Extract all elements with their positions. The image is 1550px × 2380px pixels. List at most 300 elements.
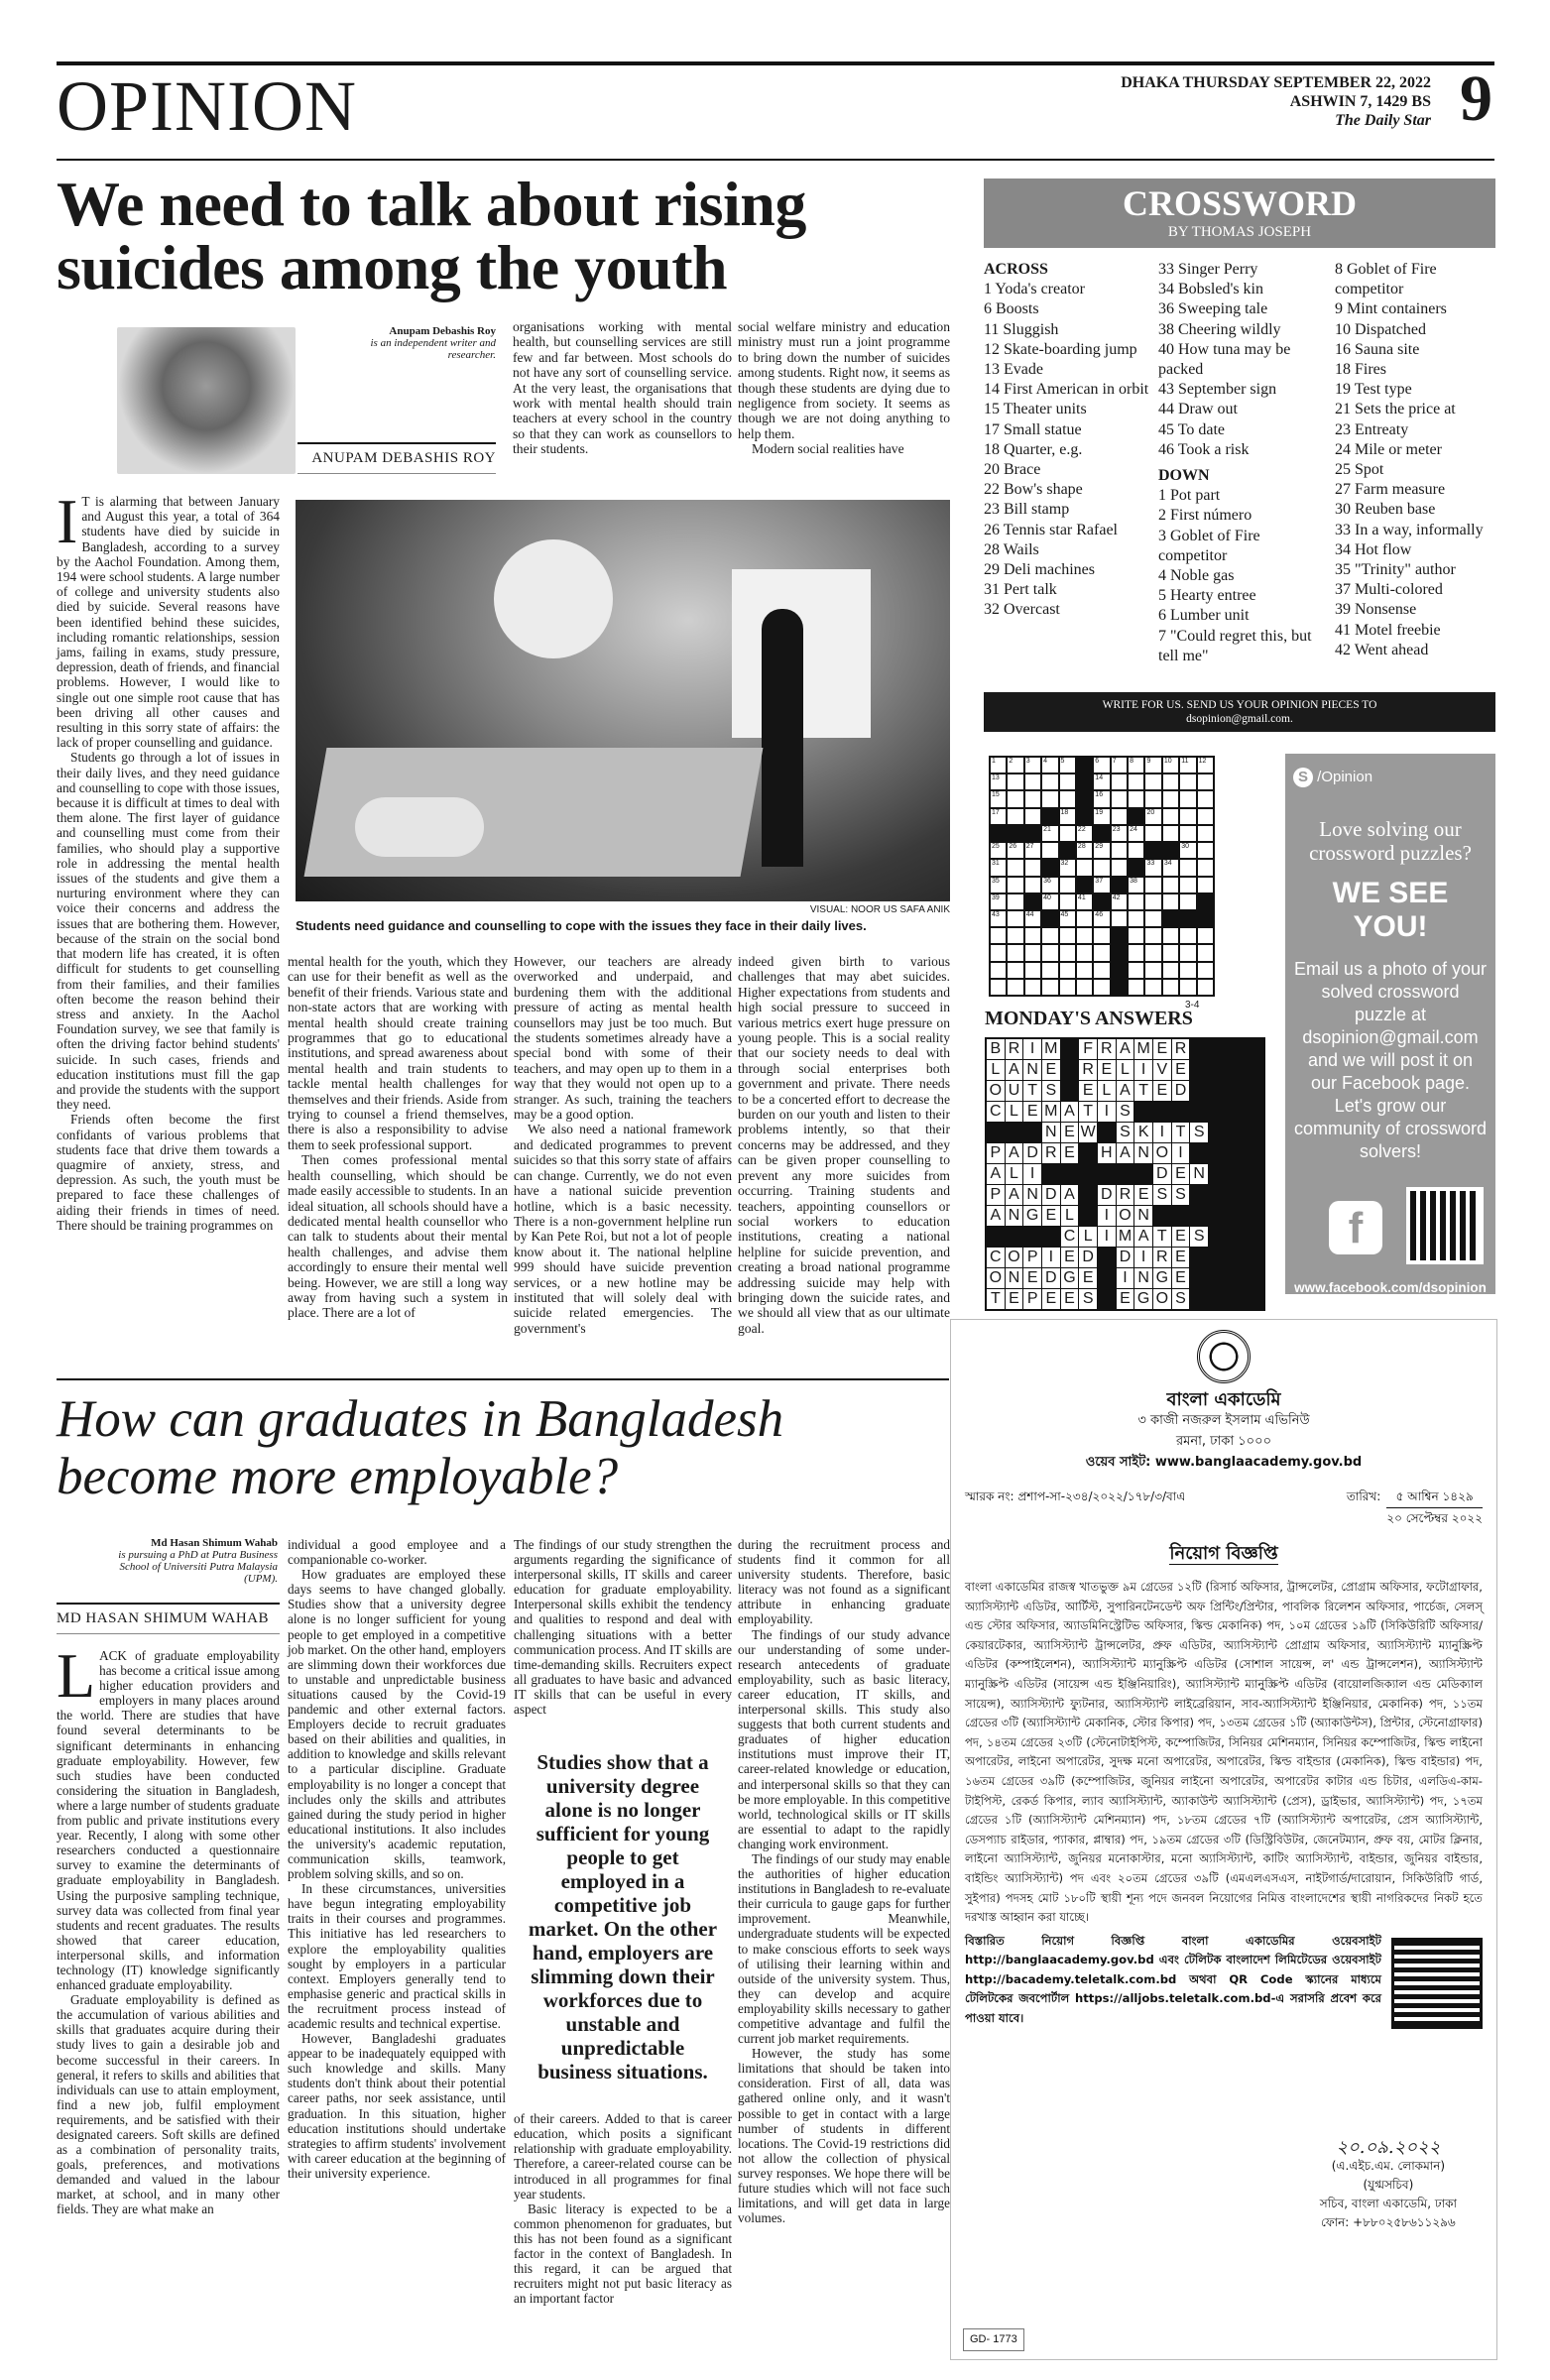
crossword-clue: 22 Bow's shape bbox=[984, 481, 1083, 499]
grid-cell[interactable] bbox=[1060, 911, 1075, 926]
crossword-clue: 11 Sluggish bbox=[984, 320, 1059, 338]
article2-column-b bbox=[288, 1537, 506, 2181]
answer-cell bbox=[1228, 1164, 1246, 1184]
grid-cell[interactable] bbox=[1163, 878, 1178, 892]
grid-cell[interactable] bbox=[1025, 774, 1040, 789]
grid-cell[interactable] bbox=[1060, 878, 1075, 892]
grid-cell[interactable] bbox=[1145, 911, 1160, 926]
answer-cell: H bbox=[1098, 1143, 1116, 1163]
advert-date2: ২০ সেপ্টেম্বর ২০২২ bbox=[1386, 1511, 1483, 1525]
grid-cell[interactable] bbox=[1198, 911, 1213, 926]
crossword-clue: 41 Motel freebie bbox=[1335, 621, 1441, 639]
answer-cell: A bbox=[1006, 1143, 1023, 1163]
article2-col-b3-text: In these circumstances, universities have begun integrating employability traits in their courses and programmes. This initiative has led researchers to explore the employability qualities sought by employers in a particular context. Employers generally tend to emphasise generic and practical skills in the recruitment process instead of academic results and technical expertise. bbox=[288, 1881, 506, 2031]
grid-cell[interactable] bbox=[1163, 860, 1178, 875]
grid-cell[interactable] bbox=[1060, 860, 1075, 875]
grid-cell[interactable] bbox=[1129, 809, 1143, 824]
grid-cell[interactable] bbox=[1008, 878, 1022, 892]
grid-cell[interactable] bbox=[1129, 826, 1143, 841]
grid-cell[interactable] bbox=[1042, 860, 1057, 875]
grid-cell[interactable] bbox=[1060, 791, 1075, 806]
answer-cell bbox=[1023, 1123, 1041, 1142]
article2-column-d bbox=[738, 1537, 950, 2225]
answer-cell: D bbox=[1042, 1268, 1060, 1288]
grid-cell[interactable] bbox=[1180, 980, 1195, 995]
grid-cell[interactable] bbox=[1042, 758, 1057, 773]
grid-cell[interactable] bbox=[1094, 911, 1109, 926]
crossword-clue: 1 Yoda's creator bbox=[984, 281, 1085, 298]
grid-cell[interactable] bbox=[1077, 758, 1092, 773]
grid-cell[interactable] bbox=[1145, 791, 1160, 806]
grid-cell[interactable] bbox=[1008, 791, 1022, 806]
grid-cell[interactable] bbox=[991, 963, 1006, 978]
grid-cell[interactable] bbox=[1025, 963, 1040, 978]
write-for-us-bar bbox=[984, 692, 1495, 732]
answer-cell bbox=[1209, 1185, 1227, 1205]
grid-cell[interactable] bbox=[1129, 843, 1143, 858]
answer-cell: I bbox=[1134, 1060, 1152, 1080]
qr-code-icon bbox=[1406, 1187, 1484, 1264]
grid-cell[interactable] bbox=[1129, 791, 1143, 806]
grid-cell-number: 36 bbox=[1043, 877, 1051, 885]
grid-cell[interactable] bbox=[1008, 826, 1022, 841]
grid-cell-number: 43 bbox=[992, 910, 1000, 918]
grid-cell[interactable] bbox=[1180, 843, 1195, 858]
grid-cell[interactable] bbox=[1042, 809, 1057, 824]
article1-column-c bbox=[514, 954, 732, 1336]
grid-cell[interactable] bbox=[1129, 774, 1143, 789]
grid-cell[interactable] bbox=[1094, 928, 1109, 943]
grid-cell[interactable] bbox=[1042, 826, 1057, 841]
grid-cell[interactable] bbox=[1025, 928, 1040, 943]
grid-cell[interactable] bbox=[991, 826, 1006, 841]
grid-cell[interactable] bbox=[1129, 878, 1143, 892]
grid-cell[interactable] bbox=[1077, 945, 1092, 960]
write-for-us-email[interactable]: dsopinion@gmail.com. bbox=[1186, 713, 1293, 725]
grid-cell[interactable] bbox=[1060, 758, 1075, 773]
grid-cell[interactable] bbox=[1077, 826, 1092, 841]
grid-cell[interactable] bbox=[1145, 826, 1160, 841]
answer-cell bbox=[1079, 1164, 1097, 1184]
grid-cell-number: 20 bbox=[1146, 808, 1155, 816]
grid-cell[interactable] bbox=[1008, 860, 1022, 875]
grid-cell[interactable] bbox=[1198, 860, 1213, 875]
grid-cell-number: 19 bbox=[1095, 808, 1104, 816]
grid-cell[interactable] bbox=[1094, 878, 1109, 892]
clue-list-down-1 bbox=[1158, 486, 1327, 666]
answer-cell: A bbox=[1134, 1227, 1152, 1247]
grid-cell[interactable] bbox=[1025, 894, 1040, 909]
grid-cell[interactable] bbox=[1145, 980, 1160, 995]
grid-cell[interactable] bbox=[1198, 826, 1213, 841]
answer-cell bbox=[1209, 1081, 1227, 1101]
grid-cell[interactable] bbox=[1008, 774, 1022, 789]
article1-col-b2-text: Then comes professional mental health counselling, which should be made easily accessible to students. In an ideal situation, all schools should have a dedicated mental health counsellor who can talk to students about their mental health challenges, and advise them accordingly to ensure their mental well being. However, we are still a long way away from having such a system in place. There are a lot of bbox=[288, 1152, 508, 1321]
grid-cell[interactable] bbox=[1145, 843, 1160, 858]
answer-cell: I bbox=[1153, 1123, 1171, 1142]
answer-cell: S bbox=[1190, 1123, 1208, 1142]
grid-cell[interactable] bbox=[1198, 774, 1213, 789]
grid-cell[interactable] bbox=[991, 758, 1006, 773]
article1-col-c2-text: We also need a national framework and dedicated programmes to prevent suicides so that this sorry state of affairs can change. Currently, we do not even have a national suicide prevention hotline, which is a basic necessity. There is a non-government helpline run by Kan Pete Roi, but not a lot of people know about it. The national helpline 999 should have suicide prevention services, or a new hotline may be instituted that will solely deal with suicide related emergencies. The government's bbox=[514, 1122, 732, 1336]
answer-cell: E bbox=[1061, 1289, 1079, 1309]
grid-cell[interactable] bbox=[1129, 894, 1143, 909]
grid-cell[interactable] bbox=[1198, 791, 1213, 806]
grid-cell[interactable] bbox=[1094, 963, 1109, 978]
advert-website[interactable]: ওয়েব সাইট: www.banglaacademy.gov.bd bbox=[1085, 1455, 1363, 1470]
grid-cell[interactable] bbox=[1077, 980, 1092, 995]
grid-cell[interactable] bbox=[1042, 791, 1057, 806]
grid-cell[interactable] bbox=[1112, 809, 1127, 824]
grid-cell[interactable] bbox=[1129, 980, 1143, 995]
grid-cell[interactable] bbox=[1112, 843, 1127, 858]
answer-cell: T bbox=[1023, 1081, 1041, 1101]
answer-cell: F bbox=[1079, 1039, 1097, 1059]
advert-title: নিয়োগ বিজ্ঞপ্তি bbox=[1169, 1543, 1278, 1564]
grid-cell[interactable] bbox=[1094, 826, 1109, 841]
article1-headline: We need to talk about rising suicides among the youth bbox=[57, 169, 806, 302]
grid-cell[interactable] bbox=[1077, 963, 1092, 978]
advert-body2: বিস্তারিত নিয়োগ বিজ্ঞপ্তি বাংলা একাডেমির ওয়েবসাইট http://banglaacademy.gov.bd এবং টেলিটক বাংলাদেশ লিমিটেডের ওয়েবসাইট http://bacademy.teletalk.com.bd অথবা QR Code স্ক্যানের মাধ্যমে টেলিটকের জবপোর্টাল https://alljobs.teletalk.com.bd-এ সরাসরি প্রবেশ করে পাওয়া যাবে। bbox=[965, 1933, 1381, 2026]
grid-cell[interactable] bbox=[1077, 791, 1092, 806]
crossword-clue: 34 Hot flow bbox=[1335, 540, 1412, 558]
grid-cell[interactable] bbox=[1042, 911, 1057, 926]
grid-cell[interactable] bbox=[991, 791, 1006, 806]
answer-cell bbox=[1228, 1185, 1246, 1205]
grid-cell[interactable] bbox=[1008, 963, 1022, 978]
grid-cell[interactable] bbox=[1025, 758, 1040, 773]
grid-cell[interactable] bbox=[1042, 928, 1057, 943]
grid-cell[interactable] bbox=[1112, 928, 1127, 943]
crossword-grid[interactable] bbox=[989, 756, 1215, 997]
grid-cell[interactable] bbox=[1025, 980, 1040, 995]
answer-cell bbox=[1117, 1164, 1134, 1184]
answer-cell: O bbox=[1117, 1206, 1134, 1226]
answer-cell: O bbox=[987, 1268, 1005, 1288]
author2-desc bbox=[99, 1537, 278, 1585]
grid-cell[interactable] bbox=[1094, 945, 1109, 960]
grid-cell[interactable] bbox=[1060, 945, 1075, 960]
grid-cell[interactable] bbox=[1180, 774, 1195, 789]
answer-cell: I bbox=[1098, 1206, 1116, 1226]
grid-cell[interactable] bbox=[1163, 963, 1178, 978]
article2-column-c bbox=[514, 1537, 732, 2306]
grid-cell[interactable] bbox=[1198, 894, 1213, 909]
answer-cell bbox=[1134, 1164, 1152, 1184]
advert-sig-name: (এ.এইচ.এম. লোকমান) bbox=[1331, 2159, 1446, 2173]
grid-cell[interactable] bbox=[1025, 809, 1040, 824]
advert-date-block bbox=[1347, 1487, 1483, 1529]
grid-cell[interactable] bbox=[1025, 878, 1040, 892]
grid-cell[interactable] bbox=[1042, 980, 1057, 995]
grid-cell[interactable] bbox=[1163, 774, 1178, 789]
grid-cell[interactable] bbox=[1008, 945, 1022, 960]
crossword-clue: 25 Spot bbox=[1335, 461, 1384, 479]
grid-cell[interactable] bbox=[1112, 980, 1127, 995]
grid-cell[interactable] bbox=[991, 774, 1006, 789]
grid-cell[interactable] bbox=[1094, 809, 1109, 824]
answer-cell: A bbox=[1117, 1039, 1134, 1059]
article2-col-a-text: ACK of graduate employability has become a critical issue among higher education providers and employers in many places around the world. There are studies that have found several determinants to be significant determinants in enhancing graduate employability. However, few such studies have been conducted considering the situation in Bangladesh, where a large number of students graduate from public and private institutions every year. Recently, I along with some other researchers conducted a questionnaire survey to examine the determinants of graduate employability in Bangladesh. Using the purposive sampling technique, survey data was collected from final year students and recent graduates. The results showed that career education, interpersonal skills, and information technology (IT) knowledge significantly enhanced graduate employability. bbox=[57, 1648, 280, 1993]
page-number: 9 bbox=[1460, 62, 1492, 135]
grid-cell[interactable] bbox=[1198, 945, 1213, 960]
grid-cell[interactable] bbox=[1163, 758, 1178, 773]
grid-cell[interactable] bbox=[1042, 894, 1057, 909]
grid-cell[interactable] bbox=[1077, 928, 1092, 943]
article1-column-b-top bbox=[513, 319, 732, 457]
advert-ref: স্মারক নং: প্রশাপ-সা-২৩৪/২০২২/১৭৮/৩/বাএ bbox=[965, 1489, 1186, 1503]
grid-cell-number: 30 bbox=[1181, 843, 1190, 851]
grid-cell[interactable] bbox=[1112, 963, 1127, 978]
grid-cell[interactable] bbox=[1145, 774, 1160, 789]
grid-cell[interactable] bbox=[1112, 791, 1127, 806]
grid-cell[interactable] bbox=[991, 911, 1006, 926]
grid-cell[interactable] bbox=[1025, 791, 1040, 806]
answer-cell bbox=[1228, 1289, 1246, 1309]
answer-cell bbox=[1098, 1248, 1116, 1267]
answer-cell: A bbox=[1006, 1060, 1023, 1080]
grid-cell[interactable] bbox=[1077, 860, 1092, 875]
grid-cell[interactable] bbox=[1094, 894, 1109, 909]
grid-cell-number: 26 bbox=[1009, 843, 1017, 851]
grid-cell[interactable] bbox=[1180, 911, 1195, 926]
grid-cell[interactable] bbox=[991, 843, 1006, 858]
grid-cell[interactable] bbox=[1198, 980, 1213, 995]
answer-cell: N bbox=[1190, 1164, 1208, 1184]
grid-cell[interactable] bbox=[1112, 826, 1127, 841]
grid-cell[interactable] bbox=[1180, 860, 1195, 875]
article2-col-b2-text: How graduates are employed these days seems to have changed globally. Studies show that a university degree alone is no longer sufficient for young people to get employed in a competitive job market. On the other hand, employers are slimming down their workforces due to unstable and unpredictable business situations caused by the Covid-19 pandemic and other external factors. Employers decide to recruit graduates based on their abilities and qualities, in addition to knowledge and skills relevant to a particular discipline. Graduate employability is no longer a concept that includes only the skills and attributes gained during the study period in higher educational institutions. It also includes the university's academic reputation, communication skills, teamwork, problem solving skills, and so on. bbox=[288, 1567, 506, 1882]
grid-cell[interactable] bbox=[1094, 758, 1109, 773]
article1-column-c-top bbox=[738, 319, 950, 457]
grid-cell[interactable] bbox=[1198, 809, 1213, 824]
answer-cell bbox=[1098, 1289, 1116, 1309]
answer-cell bbox=[1042, 1164, 1060, 1184]
grid-cell[interactable] bbox=[1198, 758, 1213, 773]
advert-org: বাংলা একাডেমি bbox=[1166, 1389, 1281, 1410]
grid-cell[interactable] bbox=[1094, 774, 1109, 789]
article1-illustration bbox=[296, 500, 950, 901]
answer-cell: P bbox=[1023, 1289, 1041, 1309]
grid-cell[interactable] bbox=[1145, 860, 1160, 875]
answer-cell: D bbox=[1023, 1143, 1041, 1163]
answer-cell: N bbox=[1134, 1268, 1152, 1288]
answer-cell: N bbox=[1023, 1185, 1041, 1205]
grid-cell[interactable] bbox=[1008, 894, 1022, 909]
grid-cell-number: 44 bbox=[1025, 910, 1034, 918]
grid-cell[interactable] bbox=[1112, 878, 1127, 892]
grid-cell[interactable] bbox=[1145, 945, 1160, 960]
grid-cell[interactable] bbox=[1008, 928, 1022, 943]
grid-cell[interactable] bbox=[1129, 928, 1143, 943]
grid-cell[interactable] bbox=[1180, 809, 1195, 824]
grid-cell[interactable] bbox=[1060, 843, 1075, 858]
answer-cell bbox=[1246, 1143, 1263, 1163]
answer-cell: L bbox=[1006, 1102, 1023, 1122]
grid-cell[interactable] bbox=[1163, 791, 1178, 806]
grid-cell[interactable] bbox=[1060, 774, 1075, 789]
grid-cell[interactable] bbox=[1025, 843, 1040, 858]
grid-cell[interactable] bbox=[1163, 894, 1178, 909]
grid-cell[interactable] bbox=[1025, 860, 1040, 875]
answer-cell bbox=[1061, 1164, 1079, 1184]
grid-cell[interactable] bbox=[1008, 758, 1022, 773]
crossword-clue: 43 September sign bbox=[1158, 381, 1277, 399]
grid-cell[interactable] bbox=[1145, 963, 1160, 978]
answer-cell bbox=[1190, 1060, 1208, 1080]
grid-cell[interactable] bbox=[1077, 894, 1092, 909]
grid-cell[interactable] bbox=[1112, 945, 1127, 960]
grid-cell[interactable] bbox=[991, 894, 1006, 909]
grid-cell[interactable] bbox=[1198, 843, 1213, 858]
grid-cell[interactable] bbox=[1180, 894, 1195, 909]
grid-cell[interactable] bbox=[1042, 774, 1057, 789]
grid-cell-number: 9 bbox=[1146, 758, 1151, 765]
answer-cell: I bbox=[1098, 1227, 1116, 1247]
advert-signature-block bbox=[1320, 2138, 1457, 2232]
grid-cell[interactable] bbox=[1008, 843, 1022, 858]
crossword-clue: 18 Fires bbox=[1335, 361, 1386, 379]
grid-cell[interactable] bbox=[1180, 945, 1195, 960]
grid-cell-number: 6 bbox=[1095, 758, 1100, 765]
grid-cell[interactable] bbox=[1077, 809, 1092, 824]
grid-cell[interactable] bbox=[1060, 894, 1075, 909]
article1-col-c-top-text: social welfare ministry and education ministry must run a joint programme to bring down the number of suicides among students. Right now, it seems as though these students are dying due to negligence from society. It seems as though we are not doing anything to help them. bbox=[738, 319, 950, 441]
grid-cell[interactable] bbox=[1163, 945, 1178, 960]
grid-cell[interactable] bbox=[1060, 963, 1075, 978]
grid-cell[interactable] bbox=[1198, 963, 1213, 978]
grid-cell[interactable] bbox=[1129, 758, 1143, 773]
answer-cell: N bbox=[1006, 1268, 1023, 1288]
facebook-icon[interactable]: f bbox=[1329, 1201, 1382, 1254]
promo-line3: Email us a photo of your solved crossword puzzle at dsopinion@gmail.com and we will post it on our Facebook page. Let's grow our community of crossword solvers! bbox=[1293, 959, 1488, 1161]
grid-cell[interactable] bbox=[1060, 928, 1075, 943]
crossword-clue: 16 Sauna site bbox=[1335, 340, 1420, 358]
grid-cell[interactable] bbox=[1060, 980, 1075, 995]
answer-cell: G bbox=[1153, 1268, 1171, 1288]
grid-cell[interactable] bbox=[1042, 878, 1057, 892]
grid-cell[interactable] bbox=[1008, 911, 1022, 926]
article2-column-a bbox=[57, 1640, 280, 2217]
answer-cell bbox=[1190, 1039, 1208, 1059]
grid-cell[interactable] bbox=[1129, 860, 1143, 875]
grid-cell[interactable] bbox=[1145, 894, 1160, 909]
grid-cell[interactable] bbox=[1180, 963, 1195, 978]
answer-cell: O bbox=[1153, 1143, 1171, 1163]
grid-cell[interactable] bbox=[1042, 945, 1057, 960]
answer-cell: N bbox=[1134, 1206, 1152, 1226]
article1-col-a-text: T is alarming that between January and August this year, a total of 364 students have died by suicide in Bangladesh, according to a survey by the Aachol Foundation. Among them, 194 were school students. A large number of college and university students also died by suicide. Several reasons have been identified behind these suicides, including romantic relationships, session jams, failing in exams, study pressure, depression, death of friends, and financial problems. However, I would like to single out one simple root cause that has been driving all other causes and resulting in this sorry state of affairs: the lack of proper counselling and guidance. bbox=[57, 494, 280, 751]
answer-cell: A bbox=[987, 1206, 1005, 1226]
grid-cell-number: 40 bbox=[1043, 893, 1051, 901]
answer-cell bbox=[1209, 1289, 1227, 1309]
grid-cell[interactable] bbox=[1077, 843, 1092, 858]
grid-cell-number: 24 bbox=[1130, 825, 1137, 833]
grid-cell[interactable] bbox=[1060, 826, 1075, 841]
grid-cell[interactable] bbox=[991, 928, 1006, 943]
grid-cell[interactable] bbox=[1025, 945, 1040, 960]
grid-cell[interactable] bbox=[991, 878, 1006, 892]
grid-cell[interactable] bbox=[1163, 928, 1178, 943]
grid-cell[interactable] bbox=[1180, 758, 1195, 773]
grid-cell[interactable] bbox=[1129, 911, 1143, 926]
grid-cell[interactable] bbox=[1042, 963, 1057, 978]
grid-cell[interactable] bbox=[1129, 945, 1143, 960]
grid-cell[interactable] bbox=[1163, 809, 1178, 824]
grid-cell[interactable] bbox=[1145, 928, 1160, 943]
grid-cell[interactable] bbox=[1094, 860, 1109, 875]
grid-cell[interactable] bbox=[1077, 911, 1092, 926]
grid-cell[interactable] bbox=[991, 860, 1006, 875]
grid-cell[interactable] bbox=[1112, 911, 1127, 926]
grid-cell[interactable] bbox=[1112, 860, 1127, 875]
grid-cell-number: 46 bbox=[1095, 910, 1104, 918]
crossword-clue: 42 Went ahead bbox=[1335, 641, 1429, 658]
article2-col-b-text: individual a good employee and a companionable co-worker. bbox=[288, 1537, 506, 1568]
grid-cell[interactable] bbox=[1163, 980, 1178, 995]
grid-cell[interactable] bbox=[991, 945, 1006, 960]
crossword-clue: 12 Skate-boarding jump bbox=[984, 340, 1137, 358]
grid-cell[interactable] bbox=[1094, 980, 1109, 995]
grid-cell[interactable] bbox=[1145, 878, 1160, 892]
grid-cell[interactable] bbox=[1077, 878, 1092, 892]
grid-cell-number: 18 bbox=[1060, 808, 1069, 816]
grid-cell[interactable] bbox=[1163, 826, 1178, 841]
advert-details-row bbox=[965, 1932, 1483, 2029]
answer-cell: L bbox=[1098, 1081, 1116, 1101]
grid-cell[interactable] bbox=[1077, 774, 1092, 789]
grid-cell[interactable] bbox=[1042, 843, 1057, 858]
grid-cell[interactable] bbox=[1094, 791, 1109, 806]
grid-cell[interactable] bbox=[1180, 791, 1195, 806]
answer-cell: S bbox=[1117, 1123, 1134, 1142]
answer-cell bbox=[1006, 1227, 1023, 1247]
answer-cell: P bbox=[1023, 1248, 1041, 1267]
answer-cell: E bbox=[1172, 1227, 1190, 1247]
grid-cell[interactable] bbox=[1129, 963, 1143, 978]
grid-cell[interactable] bbox=[1025, 826, 1040, 841]
grid-cell[interactable] bbox=[1198, 878, 1213, 892]
grid-cell[interactable] bbox=[1025, 911, 1040, 926]
clue-list-down-2 bbox=[1335, 260, 1495, 660]
grid-cell[interactable] bbox=[1094, 843, 1109, 858]
grid-cell[interactable] bbox=[1163, 911, 1178, 926]
answer-cell: E bbox=[1172, 1164, 1190, 1184]
grid-cell[interactable] bbox=[1008, 980, 1022, 995]
crossword-clue: 44 Draw out bbox=[1158, 401, 1238, 418]
answer-cell: P bbox=[987, 1185, 1005, 1205]
grid-cell[interactable] bbox=[1060, 809, 1075, 824]
answer-cell: N bbox=[1023, 1060, 1041, 1080]
grid-cell[interactable] bbox=[1008, 809, 1022, 824]
grid-cell[interactable] bbox=[1145, 809, 1160, 824]
grid-cell[interactable] bbox=[991, 980, 1006, 995]
grid-cell[interactable] bbox=[1180, 878, 1195, 892]
grid-cell[interactable] bbox=[1198, 928, 1213, 943]
bangla-academy-advert bbox=[950, 1319, 1497, 2360]
answer-cell: E bbox=[1172, 1268, 1190, 1288]
promo-url[interactable]: www.facebook.com/dsopinion bbox=[1294, 1280, 1487, 1295]
grid-cell[interactable] bbox=[1180, 826, 1195, 841]
grid-cell[interactable] bbox=[1180, 928, 1195, 943]
grid-cell[interactable] bbox=[1145, 758, 1160, 773]
grid-cell[interactable] bbox=[1112, 774, 1127, 789]
grid-cell[interactable] bbox=[1112, 894, 1127, 909]
grid-cell[interactable] bbox=[1112, 758, 1127, 773]
grid-cell[interactable] bbox=[991, 809, 1006, 824]
answer-cell: W bbox=[1080, 1124, 1096, 1140]
grid-cell[interactable] bbox=[1163, 843, 1178, 858]
